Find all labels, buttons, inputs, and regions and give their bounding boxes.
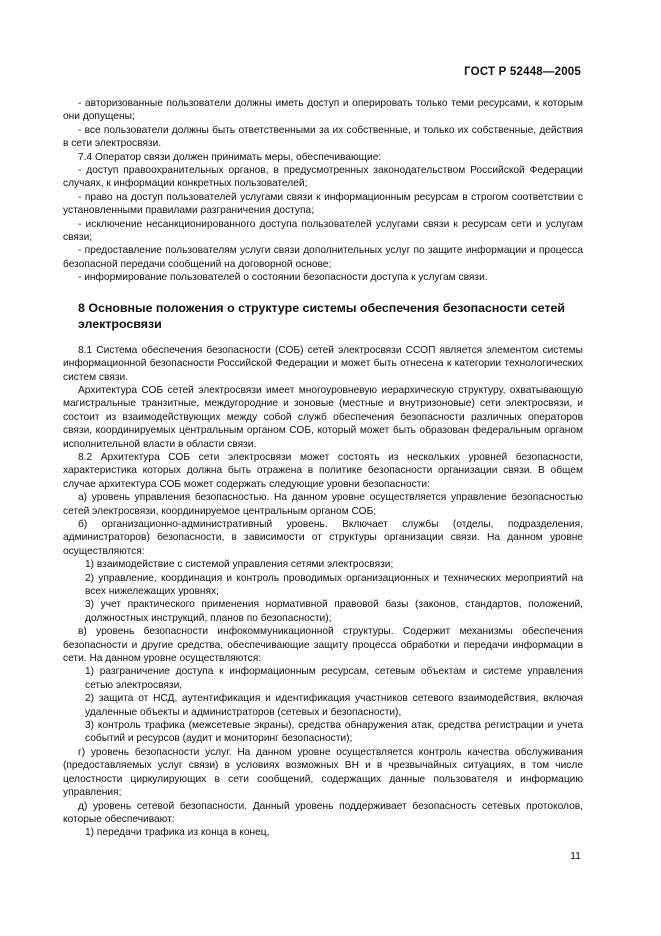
document-body [63, 97, 583, 840]
paragraph: г) уровень безопасности услуг. На данном уровне осуществляется контроль качества обслуживания (предоставляемых услуг связи) в условиях возможных ВН и в чрезвычайных ситуациях, в том числе целостности циркулирующих в сети сообщений, содержащих данные пользователя и информацию управления; [63, 746, 583, 799]
paragraph: - информирование пользователей о состоянии безопасности доступа к услугам связи. [78, 272, 488, 284]
document-header [464, 66, 581, 78]
paragraph: 8.1 Система обеспечения безопасности (СОБ) сетей электросвязи ССОП является элементом системы информационной безопасности Российской Федерации и может быть отнесена к категории технологических систем связи. [63, 344, 583, 383]
section-title: 8 Основные положения о структуре системы обеспечения безопасности сетей электросвязи [78, 300, 566, 331]
paragraph: - исключение несанкционированного доступа пользователей услугами связи к ресурсам сети и услугам связи; [63, 218, 583, 244]
paragraph: 8.2 Архитектура СОБ сети электросвязи может состоять из нескольких уровней безопасности, характеристика которых должна быть отражена в политике безопасности организации связи. В общем случае архитектура СОБ может содержать следующие уровни безопасности: [63, 451, 583, 490]
section-body [63, 344, 583, 840]
page-number: 11 [570, 850, 581, 862]
paragraph: б) организационно-административный уровень. Включает службы (отделы, подразделения, администраторов) безопасности, в зависимости от структуры организации связи. На данном уровне осуществляются: [63, 518, 583, 557]
sub-item: 2) управление, координация и контроль проводимых организационных и технических мероприятий на всех нижележащих уровнях; [85, 572, 583, 597]
paragraph: - предоставление пользователям услуги связи дополнительных услуг по защите информации и процесса безопасной передачи сообщений на договорной основе; [63, 245, 583, 270]
paragraph: д) уровень сетевой безопасности. Данный уровень поддерживает безопасность сетевых протоколов, которые обеспечивают: [63, 800, 583, 825]
sub-item: 1) взаимодействие с системой управления сетями электросвязи; [85, 559, 394, 571]
sub-item: 2) защита от НСД, аутентификация и идентификация участников сетевого взаимодействия, включая удаленные объекты и администраторов (сетевых и безопасности), [85, 693, 583, 718]
paragraph: - право на доступ пользователей услугами связи к информационным ресурсам в строгом соответствии с установленными правилами разграничения доступа; [63, 191, 583, 217]
paragraph: - все пользователи должны быть ответственными за их собственные, и только их собственные, действия в сети электросвязи. [63, 124, 583, 150]
paragraph: 7.4 Оператор связи должен принимать меры, обеспечивающие: [78, 151, 382, 163]
top-list [63, 97, 583, 285]
paragraph: а) уровень управления безопасностью. На данном уровне осуществляется управление безопасностью сетей электросвязи, координируемое центральным органом СОБ; [63, 492, 583, 517]
paragraph: в) уровень безопасности инфокоммуникационной структуры. Содержит механизмы обеспечения безопасности и другие средства, обеспечивающие защиту процесса обработки и передачи информации в сети. На данном уровне осуществляются: [63, 626, 583, 665]
standard-number: ГОСТ Р 52448—2005 [464, 66, 581, 78]
sub-item: 3) учет практического применения нормативной правовой базы (законов, стандартов, положений, должностных инструкций, планов по безопасности); [85, 599, 583, 624]
sub-item: 1) разграничение доступа к информационным ресурсам, сетевым объектам и системе управления сетью электросвязи, [85, 666, 583, 691]
paragraph: - авторизованные пользователи должны иметь доступ и оперировать только теми ресурсами, к которым они допущены; [63, 98, 583, 123]
paragraph: - доступ правоохранительных органов, в предусмотренных законодательством Российской Федерации случаях, к информации конкретных пользователей; [63, 165, 583, 190]
sub-item: 3) контроль трафика (межсетевые экраны), средства обнаружения атак, средства регистрации и учета событий и ресурсов (аудит и мониторинг безопасности); [85, 720, 583, 745]
paragraph: Архитектура СОБ сетей электросвязи имеет многоуровневую иерархическую структуру, охватывающую магистральные транзитные, междугородние и зоновые (местные и внутризоновые) сети электросвязи, и состоит из взаимодействующих между собой служб обеспечения безопасности различных операторов связи, координируемых центральным органом СОБ, который может быть образован федеральным органом исполнительной власти в области связи. [63, 384, 583, 450]
sub-item: 1) передачи трафика из конца в конец, [85, 827, 270, 839]
